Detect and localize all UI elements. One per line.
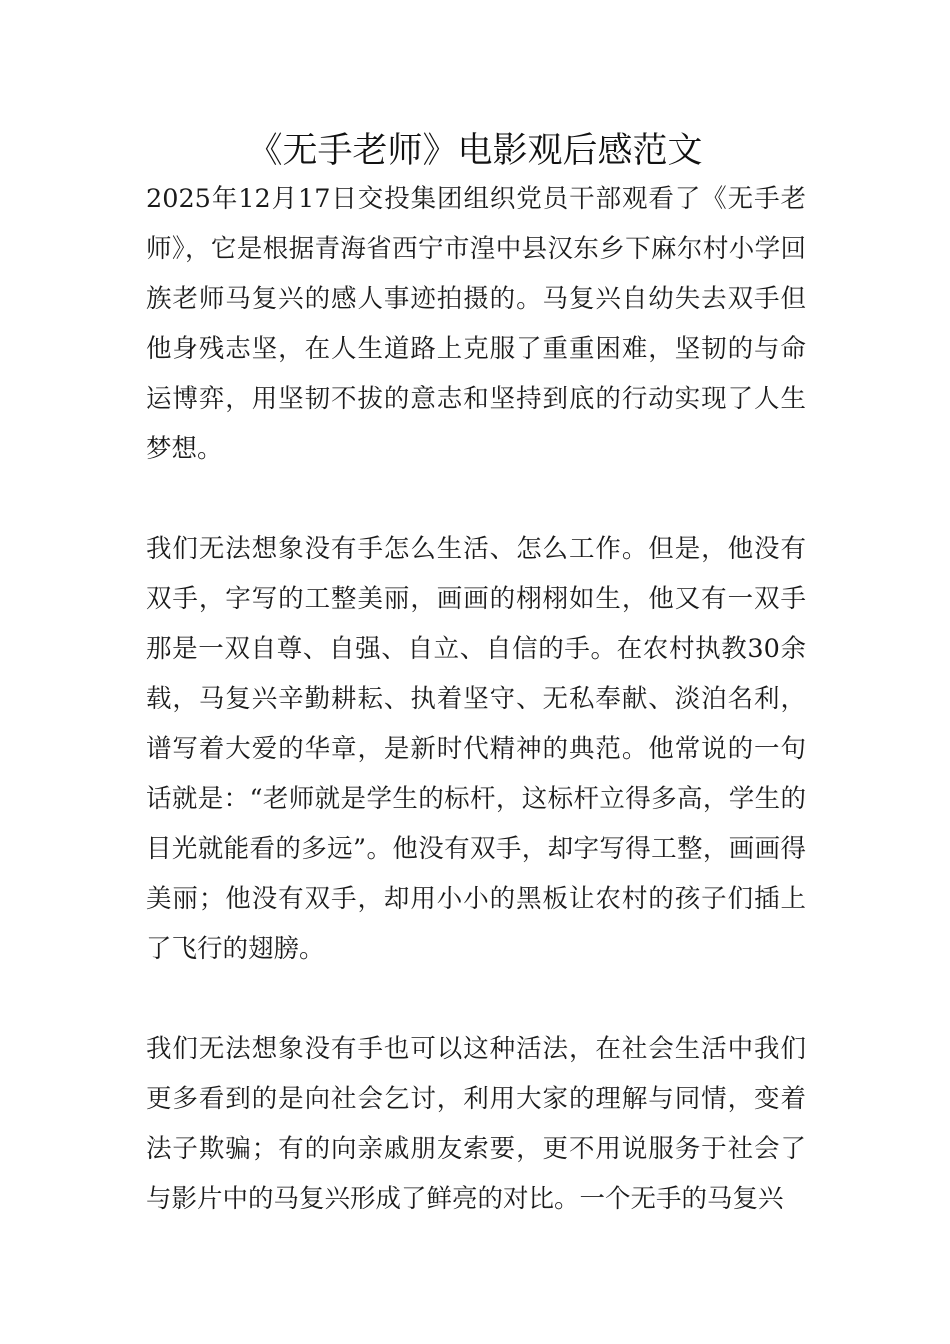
- paragraph-1: 2025年12月17日交投集团组织党员干部观看了《无手老师》，它是根据青海省西宁市湟中县汉东乡下麻尔村小学回族老师马复兴的感人事迹拍摄的。马复兴自幼失去双手但他身残志坚，在人生道路上克服了重重困难，坚韧的与命运博弈，用坚韧不拔的意志和坚持到底的行动实现了人生梦想。: [146, 184, 806, 464]
- paragraph-3: 我们无法想象没有手也可以这种活法，在社会生活中我们更多看到的是向社会乞讨，利用大家的理解与同情，变着法子欺骗；有的向亲戚朋友索要，更不用说服务于社会了与影片中的马复兴形成了鲜亮的对比。一个无手的马复兴: [146, 1034, 806, 1214]
- paragraph-2: 我们无法想象没有手怎么生活、怎么工作。但是，他没有双手，字写的工整美丽，画画的栩栩如生，他又有一双手那是一双自尊、自强、自立、自信的手。在农村执教30余载，马复兴辛勤耕耘、执着坚守、无私奉献、淡泊名利，谱写着大爱的华章，是新时代精神的典范。他常说的一句话就是：“老师就是学生的标杆，这标杆立得多高，学生的目光就能看的多远”。他没有双手，却字写得工整，画画得美丽；他没有双手，却用小小的黑板让农村的孩子们插上了飞行的翅膀。: [146, 534, 806, 964]
- document-title: 《无手老师》电影观后感范文: [247, 131, 703, 171]
